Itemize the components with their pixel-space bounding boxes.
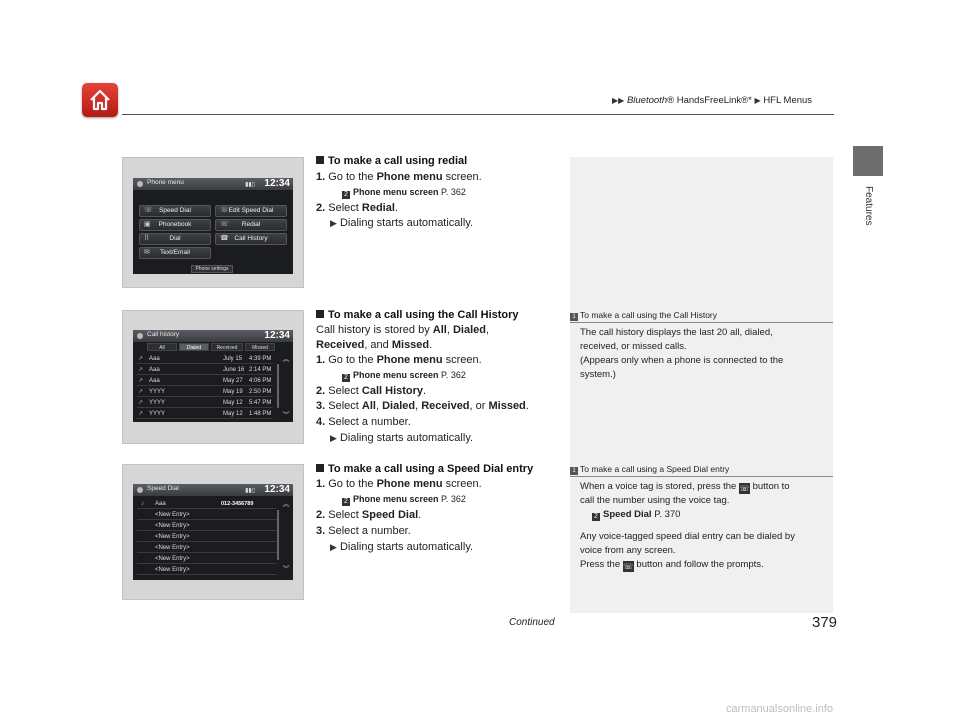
breadcrumb-brand: Bluetooth (626, 95, 668, 106)
breadcrumb-arrow-icon: ▶▶ (612, 96, 625, 105)
speeddial-step-1: 1. Go to the Phone menu screen. (316, 478, 482, 490)
reference-icon: 2 (342, 374, 350, 382)
phone-menu-figure (122, 157, 304, 288)
history-intro-line-2: Received, and Missed. (316, 339, 433, 351)
call-row[interactable]: ↗ Aaa June 16 2:14 PM (138, 367, 272, 373)
page-number: 379 (812, 614, 838, 631)
tab-dialed[interactable]: Dialed (179, 343, 209, 351)
speed-dial-entry[interactable]: ♪ Aaa 012-3456789 (137, 499, 277, 509)
screen-title: Call history (147, 331, 180, 338)
redial-step-2: 2. Select Redial. (316, 202, 398, 214)
dialed-icon: ↗ (138, 400, 144, 406)
history-step-4: 4. Select a number. (316, 416, 411, 428)
speed-dial-entry[interactable]: <New Entry> (137, 554, 277, 564)
call-row[interactable]: ↗ Aaa July 15 4:39 PM (138, 356, 272, 362)
screen-clock: 12:34 (264, 484, 290, 495)
breadcrumb-arrow-icon: ▶ (754, 96, 761, 105)
breadcrumb-brand-suffix: ® HandsFreeLink®* (667, 95, 752, 106)
section-tab-label: Features (863, 186, 874, 226)
history-step-2: 2. Select Call History. (316, 385, 427, 397)
call-history-icon: ☎ (220, 235, 229, 242)
screen-status-bar (133, 178, 293, 190)
speed-dial-entry[interactable]: <New Entry> (137, 565, 277, 575)
speeddial-step-2: 2. Select Speed Dial. (316, 509, 422, 521)
speed-dial-icon: ☏ (144, 207, 153, 214)
square-bullet-icon (316, 464, 324, 472)
screen-clock: 12:34 (264, 330, 290, 341)
result-arrow-icon: ▶ (330, 542, 337, 552)
scrollbar[interactable] (277, 364, 279, 408)
speed-dial-entry[interactable]: <New Entry> (137, 532, 277, 542)
edit-speed-dial-icon: ☏ (220, 207, 229, 214)
history-ref-link[interactable]: 2 Phone menu screen P. 362 (342, 370, 466, 382)
history-step-1: 1. Go to the Phone menu screen. (316, 354, 482, 366)
envelope-icon: ✉ (144, 249, 150, 256)
voice-tag-icon: ♪ (141, 501, 144, 507)
home-icon (88, 88, 112, 112)
speeddial-ref-link[interactable]: 2 Phone menu screen P. 362 (342, 494, 466, 506)
call-history-figure (122, 310, 304, 444)
continued-label: Continued (509, 617, 555, 628)
signal-icon: ▮▮▯ (245, 488, 255, 494)
header-divider (122, 114, 834, 115)
tab-missed[interactable]: Missed (245, 343, 275, 351)
note-icon: 1 (570, 467, 578, 475)
note-icon: 1 (570, 313, 578, 321)
speed-dial-entry[interactable]: <New Entry> (137, 543, 277, 553)
call-history-screen (133, 330, 293, 422)
note-speeddial-ref-link[interactable]: 2 Speed Dial P. 370 (580, 508, 795, 522)
speed-dial-button[interactable]: ☏ Speed Dial (139, 205, 211, 217)
call-history-button[interactable]: ☎ Call History (215, 233, 287, 245)
dialed-icon: ↗ (138, 356, 144, 362)
speeddial-heading: To make a call using a Speed Dial entry (316, 463, 533, 475)
redial-ref-link[interactable]: 2 Phone menu screen P. 362 (342, 187, 466, 199)
square-bullet-icon (316, 156, 324, 164)
speed-dial-number: 012-3456789 (221, 501, 254, 507)
speed-dial-figure (122, 464, 304, 600)
phone-settings-button[interactable]: Phone settings (191, 265, 233, 273)
scroll-up-icon[interactable]: ︽ (282, 356, 290, 363)
screen-title: Speed Dial (147, 485, 179, 492)
phone-icon (137, 487, 143, 493)
result-arrow-icon: ▶ (330, 218, 337, 228)
watermark: carmanualsonline.info (726, 703, 834, 715)
tab-received[interactable]: Received (211, 343, 243, 351)
talk-button-icon: ☏ (623, 562, 634, 571)
history-step-3: 3. Select All, Dialed, Received, or Missed. (316, 400, 529, 412)
phonebook-button[interactable]: ▣ Phonebook (139, 219, 211, 231)
history-intro-line-1: Call history is stored by All, Dialed, (316, 324, 490, 336)
section-tab[interactable] (853, 146, 883, 176)
note-divider (570, 322, 833, 323)
scroll-down-icon[interactable]: ︾ (282, 566, 290, 573)
history-result: ▶ Dialing starts automatically. (330, 432, 474, 444)
call-row[interactable]: ↗ YYYY May 12 5:47 PM (138, 400, 272, 406)
redial-heading: To make a call using redial (316, 155, 467, 167)
phone-menu-screen (133, 178, 293, 274)
speed-dial-entry[interactable]: <New Entry> (137, 521, 277, 531)
note-speeddial-heading: 1 To make a call using a Speed Dial entry (570, 464, 729, 475)
speed-dial-screen (133, 484, 293, 580)
history-heading: To make a call using the Call History (316, 309, 519, 321)
dialed-icon: ↗ (138, 411, 144, 417)
tab-all[interactable]: All (147, 343, 177, 351)
result-arrow-icon: ▶ (330, 433, 337, 443)
talk-button-icon: ☏ (739, 484, 750, 493)
dialed-icon: ↗ (138, 389, 144, 395)
scrollbar[interactable] (277, 510, 279, 560)
reference-icon: 2 (342, 191, 350, 199)
reference-icon: 2 (592, 513, 600, 521)
dial-button[interactable]: ⠿ Dial (139, 233, 211, 245)
screen-status-bar (133, 484, 293, 496)
note-divider (570, 476, 833, 477)
dialed-icon: ↗ (138, 378, 144, 384)
call-history-icon (137, 333, 143, 339)
phone-icon (137, 181, 143, 187)
phonebook-icon: ▣ (144, 221, 151, 228)
home-button[interactable] (82, 83, 118, 117)
redial-button[interactable]: ☏ Redial (215, 219, 287, 231)
screen-clock: 12:34 (264, 178, 290, 189)
scroll-up-icon[interactable]: ︽ (282, 501, 290, 508)
screen-status-bar (133, 330, 293, 342)
note-history-text: The call history displays the last 20 all, dialed, received, or missed calls. (Appears only when a phone is connected to the system.) (580, 327, 784, 380)
square-bullet-icon (316, 310, 324, 318)
reference-icon: 2 (342, 498, 350, 506)
screen-title: Phone menu (147, 179, 184, 186)
note-speeddial-text: When a voice tag is stored, press the ☏ button to call the number using the voice tag. 2 Speed Dial P. 370 Any voice-tagged speed dial entry can be dialed by voice from any screen. Press the ☏ button and follow the prompts. (580, 481, 795, 571)
redial-icon: ☏ (220, 221, 229, 228)
speeddial-result: ▶ Dialing starts automatically. (330, 541, 474, 553)
call-row[interactable]: ↗ YYYY May 12 1:48 PM (138, 411, 272, 417)
redial-step-1: 1. Go to the Phone menu screen. (316, 171, 482, 183)
speeddial-step-3: 3. Select a number. (316, 525, 411, 537)
breadcrumb-section: HFL Menus (763, 95, 813, 106)
keypad-icon: ⠿ (144, 235, 150, 242)
call-row[interactable]: ↗ Aaa May 27 4:06 PM (138, 378, 272, 384)
dialed-icon: ↗ (138, 367, 144, 373)
note-history-heading: 1 To make a call using the Call History (570, 310, 717, 321)
breadcrumb (612, 95, 812, 106)
call-row[interactable]: ↗ YYYY May 19 2:50 PM (138, 389, 272, 395)
signal-icon: ▮▮▯ (245, 182, 255, 188)
scroll-down-icon[interactable]: ︾ (282, 412, 290, 419)
edit-speed-dial-button[interactable]: ☏ Edit Speed Dial (215, 205, 287, 217)
text-email-button[interactable]: ✉ Text/Email (139, 247, 211, 259)
redial-result: ▶ Dialing starts automatically. (330, 217, 474, 229)
speed-dial-entry[interactable]: <New Entry> (137, 510, 277, 520)
